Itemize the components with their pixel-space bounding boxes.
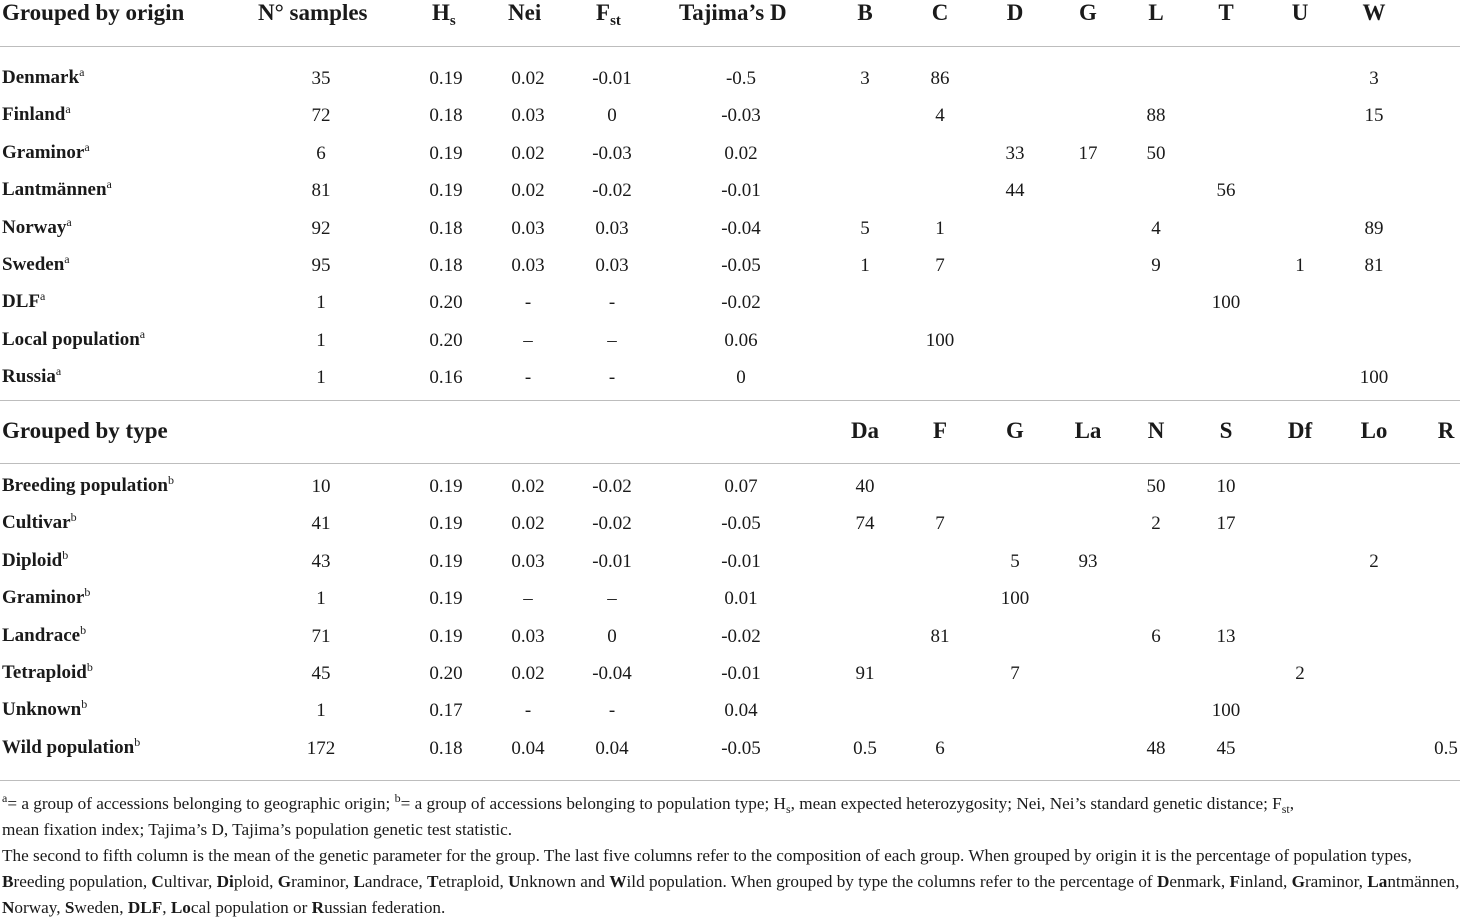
row-label-text: Finland [2, 104, 66, 126]
footnote-term-initial: Di [216, 872, 234, 891]
footnote-term-initial: C [151, 872, 164, 891]
cell-n: 172 [306, 737, 336, 759]
cell-comp: 44 [1005, 180, 1025, 202]
header-type-comp-df: Df [1287, 418, 1313, 443]
footnote-term-rest: , [162, 898, 171, 917]
cell-nei: 0.03 [511, 217, 545, 239]
cell-nei: – [523, 329, 533, 351]
cell-fst: 0 [607, 105, 617, 127]
cell-tajima: -0.01 [721, 550, 761, 572]
cell-fst: -0.01 [592, 550, 632, 572]
rule-type-header [0, 463, 1460, 464]
header-origin-comp-b: B [857, 0, 873, 25]
cell-comp: 7 [935, 513, 945, 535]
cell-n: 71 [311, 625, 331, 647]
cell-comp: 3 [1369, 68, 1379, 89]
row-label-sup: a [139, 326, 146, 341]
cell-comp: 13 [1216, 625, 1236, 647]
row-label-text: Landrace [2, 624, 81, 646]
cell-comp: 100 [925, 329, 955, 351]
cell-comp: 1 [1295, 255, 1305, 276]
row-label-sup: b [167, 473, 174, 487]
row-label-cultivar [2, 512, 77, 534]
header-type-comp-la: La [1074, 418, 1102, 443]
cell-comp: 4 [935, 105, 945, 127]
footnote-term-rest: andrace, [364, 872, 427, 891]
cell-fst: -0.03 [592, 142, 632, 164]
header-fst-sub: st [610, 13, 621, 29]
row-label-sup: b [62, 547, 69, 562]
cell-n: 41 [311, 513, 331, 535]
header-origin-comp-c: C [931, 0, 949, 25]
header-nei: Nei [508, 0, 542, 25]
cell-nei: 0.03 [511, 105, 545, 127]
footnote-term-rest: etraploid, [438, 872, 509, 891]
cell-fst: 0 [607, 625, 617, 647]
cell-tajima: -0.02 [721, 625, 761, 647]
footnote-sup-a: a [2, 791, 8, 805]
cell-fst: -0.02 [592, 476, 632, 497]
cell-hs: 0.19 [429, 625, 463, 647]
row-label-sup: b [70, 510, 77, 525]
cell-hs: 0.16 [429, 367, 463, 389]
cell-nei: 0.03 [511, 255, 545, 276]
cell-nei: 0.02 [511, 663, 545, 684]
cell-hs: 0.18 [429, 737, 463, 759]
header-origin-comp-w: W [1362, 0, 1386, 25]
cell-comp: 15 [1364, 105, 1384, 127]
footnote-hs-sub: s [785, 802, 791, 816]
row-label-sup: b [80, 622, 87, 637]
row-label-text: Sweden [2, 254, 65, 275]
cell-comp: 2 [1151, 513, 1161, 535]
cell-comp: 100 [1359, 367, 1389, 389]
cell-comp: 17 [1078, 142, 1098, 164]
footnote-term-initial: R [311, 898, 325, 917]
header-fst-main: F [596, 0, 611, 25]
header-type-comp-lo: Lo [1360, 418, 1388, 443]
row-label-text: Norway [2, 216, 67, 238]
cell-nei: 0.02 [511, 476, 545, 497]
row-label-text: Wild population [2, 736, 135, 758]
cell-hs: 0.19 [429, 550, 463, 572]
footnote-term-rest: ultivar, [163, 872, 217, 891]
footnote-term-rest: inland, [1240, 872, 1292, 891]
row-label-sup: a [40, 289, 46, 304]
cell-comp: 100 [1211, 292, 1241, 314]
footnote-sup-b: b [394, 791, 401, 805]
footnote-term-initial: S [64, 898, 75, 917]
cell-comp: 81 [930, 625, 950, 647]
header-type-comp-g: G [1006, 418, 1024, 443]
row-label-denmark [2, 67, 84, 89]
header-type-comp-n: N [1147, 418, 1165, 443]
row-label-text: Lantmännen [2, 179, 107, 201]
cell-comp: 91 [855, 663, 875, 684]
cell-comp: 81 [1364, 255, 1384, 276]
cell-hs: 0.18 [429, 255, 463, 276]
row-label-local-population [2, 326, 146, 351]
row-label-text: Breeding population [2, 475, 168, 496]
cell-comp: 9 [1151, 255, 1161, 276]
cell-n: 35 [311, 68, 331, 89]
row-label-sup: a [84, 139, 90, 154]
cell-tajima: 0.01 [724, 588, 758, 610]
row-label-landrace [2, 622, 87, 647]
cell-comp: 100 [1000, 588, 1030, 610]
cell-comp: 17 [1216, 513, 1236, 535]
cell-fst: -0.02 [592, 180, 632, 202]
footnote-term-initial: D [1156, 872, 1170, 891]
cell-comp: 33 [1005, 142, 1025, 164]
row-label-graminor [2, 587, 90, 609]
cell-tajima: -0.05 [721, 737, 761, 759]
cell-tajima: -0.03 [721, 105, 761, 127]
header-type-comp-f: F [932, 418, 948, 443]
cell-n: 6 [316, 142, 326, 164]
row-label-text: Graminor [2, 587, 85, 609]
row-label-russia [2, 366, 61, 388]
cell-comp: 0.5 [853, 737, 877, 759]
cell-tajima: -0.04 [721, 217, 761, 239]
cell-nei: – [523, 588, 533, 610]
footnote-term-rest: ild population. When grouped by type the columns refer to the percentage of [626, 872, 1157, 891]
cell-hs: 0.18 [429, 217, 463, 239]
cell-comp: 5 [1010, 550, 1020, 572]
cell-fst: - [608, 367, 616, 389]
footnote-term-initial: G [1291, 872, 1305, 891]
row-label-sup: b [84, 585, 91, 600]
footnote-text-c: , mean expected heterozygosity; Nei, Nei’s standard genetic distance; F [790, 794, 1282, 813]
cell-hs: 0.19 [429, 68, 463, 89]
cell-tajima: 0 [736, 367, 746, 389]
cell-comp: 74 [855, 513, 875, 535]
cell-n: 43 [311, 550, 331, 572]
footnote-term-initial: L [353, 872, 365, 891]
cell-comp: 1 [935, 217, 945, 239]
cell-fst: 0.03 [595, 255, 629, 276]
cell-comp: 86 [930, 68, 950, 89]
header-origin-comp-u: U [1291, 0, 1309, 25]
header-hs-sub: s [449, 13, 456, 29]
cell-comp: 3 [860, 68, 870, 89]
row-label-unknown [2, 699, 87, 721]
cell-comp: 6 [935, 737, 945, 759]
footnote-term-rest: raminor, [291, 872, 354, 891]
cell-n: 81 [311, 180, 331, 202]
footnote-text-a: = a group of accessions belonging to geographic origin; [7, 794, 395, 813]
footnote-term-rest: weden, [74, 898, 128, 917]
cell-comp: 6 [1151, 625, 1161, 647]
cell-nei: 0.02 [511, 513, 545, 535]
footnote-text-d: , [1289, 794, 1295, 813]
row-label-text: Denmark [2, 67, 80, 88]
footnote-term-initial: F [1229, 872, 1240, 891]
cell-hs: 0.19 [429, 142, 463, 164]
header-type-comp-r: R [1437, 418, 1455, 443]
header-origin-comp-l: L [1148, 0, 1164, 25]
cell-comp: 5 [860, 217, 870, 239]
footnote-term-rest: nknown and [520, 872, 610, 891]
cell-n: 1 [316, 588, 326, 610]
cell-tajima: -0.05 [721, 255, 761, 276]
footnote-term-initial: G [277, 872, 292, 891]
rule-bottom [0, 780, 1460, 781]
footnote-term-initial: N [2, 898, 15, 917]
footnote-term-rest: reeding population, [13, 872, 152, 891]
cell-comp: 89 [1364, 217, 1384, 239]
cell-nei: 0.03 [511, 625, 545, 647]
cell-hs: 0.19 [429, 513, 463, 535]
footnote-term-rest: ploid, [233, 872, 278, 891]
cell-comp: 0.5 [1434, 737, 1458, 759]
cell-fst: -0.02 [592, 513, 632, 535]
footnote-term-rest: ussian federation. [324, 898, 446, 917]
footnote-term-rest: enmark, [1169, 872, 1230, 891]
cell-comp: 50 [1146, 476, 1166, 497]
row-label-sweden [2, 254, 70, 276]
cell-tajima: 0.04 [724, 700, 758, 722]
header-origin-comp-t: T [1218, 0, 1234, 25]
footnote-fst-sub: st [1281, 802, 1290, 816]
cell-hs: 0.17 [429, 700, 463, 722]
footnote-term-initial: La [1367, 872, 1388, 891]
cell-comp: 56 [1216, 180, 1236, 202]
row-label-sup: a [66, 214, 72, 229]
cell-comp: 2 [1369, 550, 1379, 572]
cell-comp: 1 [860, 255, 870, 276]
cell-n: 1 [316, 329, 326, 351]
cell-comp: 45 [1216, 737, 1236, 759]
cell-n: 72 [311, 105, 331, 127]
header-hs-main: H [432, 0, 450, 25]
cell-hs: 0.19 [429, 476, 463, 497]
row-label-breeding-population [2, 475, 174, 497]
cell-nei: 0.02 [511, 142, 545, 164]
cell-n: 1 [316, 292, 326, 314]
footnote-abbreviations [2, 791, 1460, 843]
row-label-sup: a [64, 252, 70, 266]
cell-tajima: -0.01 [721, 180, 761, 202]
row-label-text: Russia [2, 366, 56, 388]
cell-n: 92 [311, 217, 331, 239]
row-label-text: DLF [2, 291, 40, 313]
cell-fst: 0.04 [595, 737, 629, 759]
header-origin-comp-d: D [1006, 0, 1024, 25]
cell-n: 95 [311, 255, 331, 276]
header-hs [432, 0, 456, 29]
cell-n: 1 [316, 700, 326, 722]
header-type-comp-s: S [1219, 418, 1233, 443]
header-grouped-by-origin: Grouped by origin [2, 0, 185, 25]
row-label-wild-population [2, 734, 141, 759]
row-label-text: Graminor [2, 141, 85, 163]
footnote-text-b: = a group of accessions belonging to population type; H [400, 794, 786, 813]
footnote-term-rest: raminor, [1304, 872, 1368, 891]
row-label-diploid [2, 547, 69, 572]
cell-hs: 0.20 [429, 663, 463, 684]
rule-top [0, 46, 1460, 47]
row-label-text: Cultivar [2, 512, 71, 534]
header-origin-comp-g: G [1079, 0, 1097, 25]
footnote-term-rest: orway, [14, 898, 65, 917]
cell-tajima: 0.02 [724, 142, 758, 164]
footnote-term-initial: U [508, 872, 521, 891]
cell-tajima: -0.01 [721, 663, 761, 684]
cell-comp: 2 [1295, 663, 1305, 684]
row-label-sup: b [86, 660, 93, 674]
footnote-para2-intro: The second to fifth column is the mean of the genetic parameter for the group. The last five columns refer to the composition of each group. When grouped by origin it is the percentage of population types, [2, 846, 1412, 865]
cell-fst: - [608, 700, 616, 722]
cell-n: 10 [311, 476, 331, 497]
cell-fst: 0.03 [595, 217, 629, 239]
cell-nei: 0.02 [511, 180, 545, 202]
cell-comp: 48 [1146, 737, 1166, 759]
footnote-term-rest: ntmännen, [1387, 872, 1460, 891]
cell-tajima: -0.02 [721, 292, 761, 314]
cell-hs: 0.19 [429, 180, 463, 202]
cell-tajima: 0.07 [724, 476, 758, 497]
cell-nei: - [524, 292, 532, 314]
row-label-text: Diploid [2, 549, 63, 571]
row-label-dlf [2, 291, 45, 313]
row-label-sup: b [134, 734, 141, 749]
cell-nei: 0.02 [511, 68, 545, 89]
cell-comp: 7 [935, 255, 945, 276]
cell-tajima: 0.06 [724, 329, 758, 351]
footnote-term-initial: T [426, 872, 439, 891]
footnote-line-2: mean fixation index; Tajima’s D, Tajima’s population genetic test statistic. [2, 820, 513, 839]
cell-tajima: -0.5 [725, 68, 757, 89]
header-n-samples: N° samples [258, 0, 368, 25]
cell-fst: – [607, 588, 617, 610]
cell-comp: 7 [1010, 663, 1020, 684]
cell-comp: 40 [855, 476, 875, 497]
row-label-text: Local population [2, 328, 140, 350]
cell-comp: 10 [1216, 476, 1236, 497]
header-fst [596, 0, 621, 29]
footnote-term-initial: Lo [170, 898, 191, 917]
footnote-composition-explanation [2, 843, 1460, 921]
row-label-sup: a [79, 65, 85, 79]
cell-fst: – [607, 329, 617, 351]
cell-n: 45 [311, 663, 331, 684]
cell-nei: 0.04 [511, 737, 545, 759]
row-label-sup: a [106, 177, 112, 192]
header-type-comp-da: Da [850, 418, 880, 443]
cell-tajima: -0.05 [721, 513, 761, 535]
cell-nei: 0.03 [511, 550, 545, 572]
cell-comp: 4 [1151, 217, 1161, 239]
cell-comp: 50 [1146, 142, 1166, 164]
footnote-term-initial: B [2, 872, 14, 891]
cell-hs: 0.19 [429, 588, 463, 610]
row-label-tetraploid [2, 662, 93, 684]
cell-comp: 88 [1146, 105, 1166, 127]
cell-nei: - [524, 367, 532, 389]
cell-nei: - [524, 700, 532, 722]
row-label-sup: a [55, 364, 62, 379]
cell-fst: - [608, 292, 616, 314]
cell-fst: -0.04 [592, 663, 632, 684]
row-label-graminor [2, 139, 90, 164]
cell-n: 1 [316, 367, 326, 389]
header-grouped-by-type: Grouped by type [2, 418, 168, 443]
row-label-text: Tetraploid [2, 662, 87, 683]
rule-middle [0, 400, 1460, 401]
row-label-text: Unknown [2, 699, 82, 721]
footnote-term-rest: cal population or [190, 898, 312, 917]
cell-comp: 100 [1211, 700, 1241, 722]
footnote-term-initial: DLF [127, 898, 163, 917]
row-label-sup: a [65, 102, 71, 117]
cell-hs: 0.20 [429, 292, 463, 314]
header-tajima: Tajima’s D [679, 0, 787, 25]
cell-fst: -0.01 [592, 68, 632, 89]
cell-hs: 0.20 [429, 329, 463, 351]
footnote-term-initial: W [609, 872, 627, 891]
row-label-norway [2, 214, 72, 239]
row-label-sup: b [81, 697, 88, 712]
cell-hs: 0.18 [429, 105, 463, 127]
row-label-finland [2, 104, 71, 126]
row-label-lantm-nnen [2, 179, 112, 201]
cell-comp: 93 [1078, 550, 1098, 572]
